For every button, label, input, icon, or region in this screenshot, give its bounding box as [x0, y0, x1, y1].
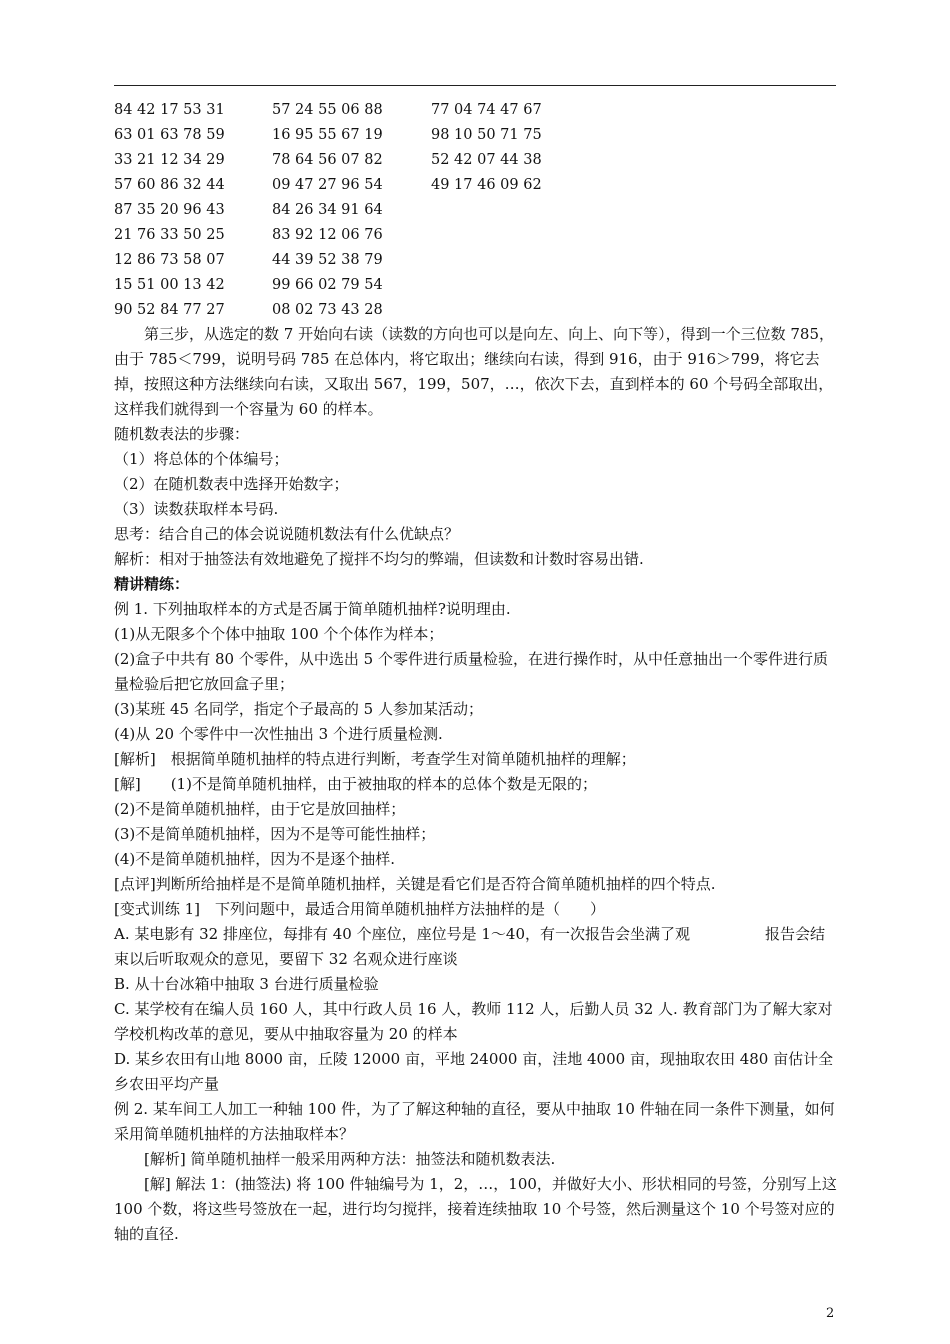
paragraph: B. 从十台冰箱中抽取 3 台进行质量检验	[114, 975, 379, 993]
paragraph: 第三步，从选定的数 7 开始向右读（读数的方向也可以是向左、向上、向下等），得到一个三位数 785，由于 785＜799，说明号码 785 在总体内，将它取出；继续向右读，得到 916，由于 916＞799，将它去掉，按照这种方法继续向右读，又取出 567，199，507，…，依次下去，直到样本的 60 个号码全部取出，这样我们就得到一个容量为 60 的样本。	[114, 325, 834, 418]
paragraph: [解析] 根据简单随机抽样的特点进行判断，考查学生对简单随机抽样的理解；	[114, 750, 636, 768]
table-cell: 78 64 56 07 82	[272, 152, 383, 168]
paragraph: [解析] 简单随机抽样一般采用两种方法：抽签法和随机数表法.	[144, 1150, 556, 1168]
table-cell: 12 86 73 58 07	[114, 252, 225, 268]
table-cell: 33 21 12 34 29	[114, 152, 225, 168]
document-body	[114, 322, 838, 1247]
paragraph: （3）读数获取样本号码.	[114, 500, 279, 518]
header-rule	[114, 85, 836, 86]
paragraph: （2）在随机数表中选择开始数字；	[114, 475, 349, 493]
paragraph: [解] 解法 1：(抽签法) 将 100 件轴编号为 1，2，…，100，并做好大小、形状相同的号签，分别写上这 100 个数，将这些号签放在一起，进行均匀搅拌，接着连续抽取 10 个号签，然后测量这个 10 个号签对应的轴的直径.	[114, 1175, 837, 1243]
table-cell: 44 39 52 38 79	[272, 252, 383, 268]
paragraph: (4)不是简单随机抽样，因为不是逐个抽样.	[114, 850, 396, 868]
section-heading: 精讲精练：	[114, 575, 190, 593]
paragraph: (2)盒子中共有 80 个零件，从中选出 5 个零件进行质量检验，在进行操作时，从中任意抽出一个零件进行质量检验后把它放回盒子里；	[114, 650, 828, 693]
table-cell: 09 47 27 96 54	[272, 177, 383, 193]
table-cell: 52 42 07 44 38	[431, 152, 542, 168]
paragraph: C. 某学校有在编人员 160 人，其中行政人员 16 人，教师 112 人，后勤人员 32 人. 教育部门为了解大家对学校机构改革的意见，要从中抽取容量为 20 的样本	[114, 1000, 833, 1043]
paragraph: D. 某乡农田有山地 8000 亩，丘陵 12000 亩，平地 24000 亩，洼地 4000 亩，现抽取农田 480 亩估计全乡农田平均产量	[114, 1050, 834, 1093]
table-cell: 87 35 20 96 43	[114, 202, 225, 218]
paragraph: 例 1. 下列抽取样本的方式是否属于简单随机抽样?说明理由.	[114, 600, 511, 618]
table-cell: 98 10 50 71 75	[431, 127, 542, 143]
paragraph: （1）将总体的个体编号；	[114, 450, 289, 468]
paragraph: 随机数表法的步骤：	[114, 425, 250, 443]
table-cell: 63 01 63 78 59	[114, 127, 225, 143]
table-cell: 21 76 33 50 25	[114, 227, 225, 243]
page-number: 2	[826, 1306, 835, 1321]
table-cell: 90 52 84 77 27	[114, 302, 225, 318]
table-cell: 83 92 12 06 76	[272, 227, 383, 243]
paragraph: 例 2. 某车间工人加工一种轴 100 件，为了了解这种轴的直径，要从中抽取 10 件轴在同一条件下测量，如何采用简单随机抽样的方法抽取样本？	[114, 1100, 835, 1143]
paragraph: [变式训练 1] 下列问题中，最适合用简单随机抽样方法抽样的是（ ）	[114, 900, 606, 918]
table-cell: 16 95 55 67 19	[272, 127, 383, 143]
paragraph: [解] (1)不是简单随机抽样，由于被抽取的样本的总体个数是无限的；	[114, 775, 597, 793]
paragraph: 解析：相对于抽签法有效地避免了搅拌不均匀的弊端，但读数和计数时容易出错.	[114, 550, 644, 568]
table-cell: 15 51 00 13 42	[114, 277, 225, 293]
paragraph: 思考：结合自己的体会说说随机数法有什么优缺点？	[114, 525, 460, 543]
table-cell: 77 04 74 47 67	[431, 102, 542, 118]
table-cell: 08 02 73 43 28	[272, 302, 383, 318]
paragraph: [点评]判断所给抽样是不是简单随机抽样，关键是看它们是否符合简单随机抽样的四个特点.	[114, 875, 716, 893]
paragraph: (3)某班 45 名同学，指定个子最高的 5 人参加某活动；	[114, 700, 483, 718]
paragraph: (1)从无限多个个体中抽取 100 个个体作为样本；	[114, 625, 444, 643]
paragraph: A. 某电影有 32 排座位，每排有 40 个座位，座位号是 1～40，有一次报告会坐满了观 报告会结束以后听取观众的意见，要留下 32 名观众进行座谈	[114, 925, 826, 968]
table-cell: 84 26 34 91 64	[272, 202, 383, 218]
table-cell: 57 24 55 06 88	[272, 102, 383, 118]
table-cell: 84 42 17 53 31	[114, 102, 225, 118]
paragraph: (4)从 20 个零件中一次性抽出 3 个进行质量检测.	[114, 725, 443, 743]
table-cell: 57 60 86 32 44	[114, 177, 225, 193]
table-cell: 49 17 46 09 62	[431, 177, 542, 193]
paragraph: (3)不是简单随机抽样，因为不是等可能性抽样；	[114, 825, 436, 843]
table-cell: 99 66 02 79 54	[272, 277, 383, 293]
paragraph: (2)不是简单随机抽样，由于它是放回抽样；	[114, 800, 406, 818]
